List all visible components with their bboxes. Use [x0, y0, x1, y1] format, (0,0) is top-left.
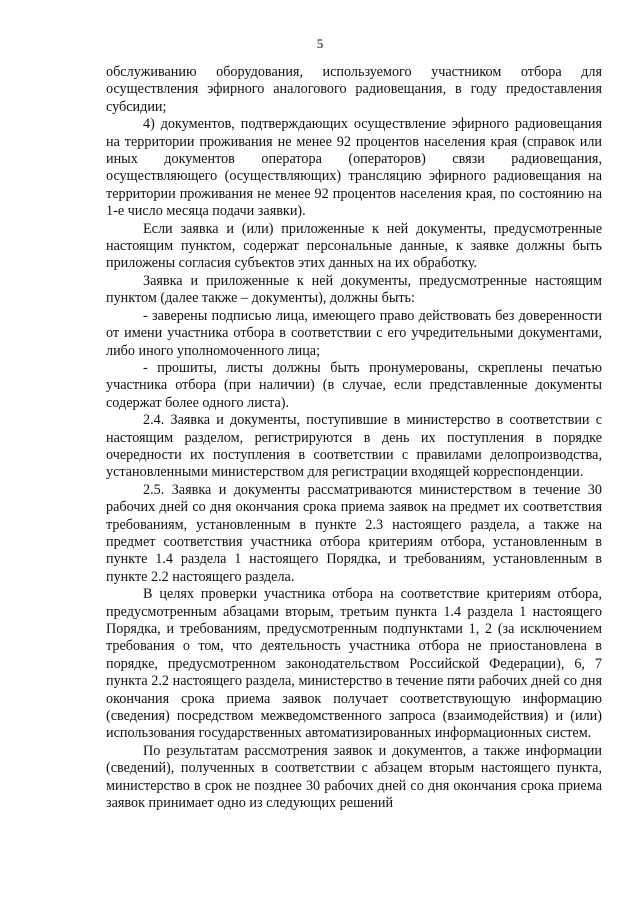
paragraph-results: По результатам рассмотрения заявок и документов, а также информации (сведений), полученных в соответствии с абзацем вторым настоящего пункта, министерство в срок не позднее 30 рабочих дней со дня окончания срока приема заявок принимает одно из следующих решений: [106, 742, 602, 812]
paragraph-item-4: 4) документов, подтверждающих осуществление эфирного радиовещания на территории проживания не менее 92 процентов населения края (справок или иных документов оператора (операторов) связи радиовещания, осуществляющего (осуществляющих) трансляцию эфирного радиовещания на территории проживания не менее 92 процентов населения края, по состоянию на 1-е число месяца подачи заявки).: [106, 116, 602, 220]
paragraph-2-5: 2.5. Заявка и документы рассматриваются министерством в течение 30 рабочих дней со дня окончания срока приема заявок на предмет их соответствия требованиям, установленным в пункте 2.3 настоящего раздела, а также на предмет соответствия участника отбора критериям отбора, установленным в пункте 1.4 раздела 1 настоящего Порядка, и требованиям, установленным в пункте 2.2 настоящего раздела.: [106, 481, 602, 585]
document-body: [106, 64, 602, 812]
paragraph-personal-data: Если заявка и (или) приложенные к ней документы, предусмотренные настоящим пунктом, содержат персональные данные, к заявке должны быть приложены согласия субъектов этих данных на их обработку.: [106, 220, 602, 272]
page-number: 5: [316, 36, 324, 51]
paragraph-continuation: обслуживанию оборудования, используемого участником отбора для осуществления эфирного аналогового радиовещания, в году предоставления субсидии;: [106, 64, 602, 115]
paragraph-2-4: 2.4. Заявка и документы, поступившие в министерство в соответствии с настоящим разделом, регистрируются в день их поступления в порядке очередности их поступления в соответствии с правилами делопроизводства, установленными министерством для регистрации входящей корреспонденции.: [106, 412, 602, 481]
paragraph-documents-requirements: Заявка и приложенные к ней документы, предусмотренные настоящим пунктом (далее также – документы), должны быть:: [106, 272, 602, 307]
paragraph-certified: - заверены подписью лица, имеющего право действовать без доверенности от имени участника отбора в соответствии с его учредительными документами, либо иного уполномоченного лица;: [106, 307, 602, 359]
paragraph-verification: В целях проверки участника отбора на соответствие критериям отбора, предусмотренным абзацами вторым, третьим пункта 1.4 раздела 1 настоящего Порядка, и требованиям, предусмотренным подпунктами 1, 2 (за исключением требования о том, что деятельность участника отбора не приостановлена в порядке, предусмотренном законодательством Российской Федерации), 6, 7 пункта 2.2 настоящего раздела, министерство в течение пяти рабочих дней со дня окончания срока приема заявок получает соответствующую информацию (сведения) посредством межведомственного запроса (взаимодействия) и (или) использования государственных автоматизированных информационных систем.: [106, 586, 602, 742]
paragraph-bound: - прошиты, листы должны быть пронумерованы, скреплены печатью участника отбора (при наличии) (в случае, если представленные документы содержат более одного листа).: [106, 359, 602, 411]
